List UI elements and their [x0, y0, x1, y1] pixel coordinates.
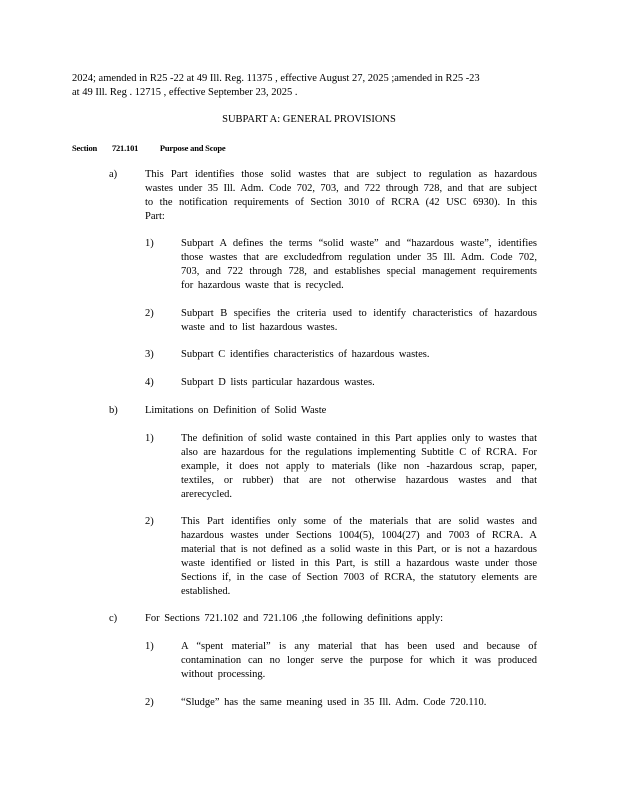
paragraph-b1-text: The definition of solid waste contained in this Part applies only to wastes that also are hazardous for the regulations implementing Subtitle C of RCRA. For example, it does not apply to materials (like non -hazardous scrap, paper, textiles, or rubber) that are not otherwise hazardous wastes and that arerecycled.: [181, 433, 537, 500]
paragraph-b1-marker: 1): [145, 433, 154, 444]
paragraph-c-text: For Sections 721.102 and 721.106 ,the following definitions apply:: [145, 613, 444, 624]
paragraph-a1-text: Subpart A defines the terms “solid waste” and “hazardous waste”, identifies those wastes that are excludedfrom regulation under 35 Ill. Adm. Code 702, 703, and 722 through 728, and establishes special management requirements for hazardous waste that is recycled.: [181, 238, 537, 291]
history-line-1: 2024; amended in R25 -22 at 49 Ill. Reg. 11375 , effective August 27, 2025 ;amended in R25 -23: [72, 73, 480, 84]
paragraph-a2-text: Subpart B specifies the criteria used to identify characteristics of hazardous waste and to list hazardous wastes.: [181, 308, 537, 333]
section-label: Section: [72, 143, 98, 153]
subpart-heading: SUBPART A: GENERAL PROVISIONS: [222, 114, 396, 125]
paragraph-b2-text: This Part identifies only some of the materials that are solid wastes and hazardous wastes under Sections 1004(5), 1004(27) and 7003 of RCRA. A material that is not defined as a solid waste in this Part, or is not a hazardous waste identified or listed in this Part, is still a hazardous waste under those Sections if, in the case of Section 7003 of RCRA, the statutory elements are established.: [181, 516, 537, 597]
paragraph-c2-marker: 2): [145, 697, 154, 708]
paragraph-a-marker: a): [109, 169, 118, 180]
paragraph-b-marker: b): [109, 405, 118, 416]
paragraph-c1-marker: 1): [145, 641, 154, 652]
paragraph-a2-marker: 2): [145, 308, 154, 319]
section-heading: [72, 141, 225, 155]
paragraph-a3-text: Subpart C identifies characteristics of hazardous wastes.: [181, 349, 430, 360]
paragraph-b-text: Limitations on Definition of Solid Waste: [145, 405, 327, 416]
history-line-2: at 49 Ill. Reg . 12715 , effective September 23, 2025 .: [72, 87, 298, 98]
paragraph-a4-text: Subpart D lists particular hazardous wastes.: [181, 377, 375, 388]
paragraph-c2-text: “Sludge” has the same meaning used in 35 Ill. Adm. Code 720.110.: [181, 697, 487, 708]
paragraph-b2-marker: 2): [145, 516, 154, 527]
paragraph-a-text: This Part identifies those solid wastes that are subject to regulation as hazardous wastes under 35 Ill. Adm. Code 702, 703, and 722 through 728, and that are subject to the notification requirements of Section 3010 of RCRA (42 USC 6930). In this Part:: [145, 169, 537, 222]
paragraph-a4-marker: 4): [145, 377, 154, 388]
paragraph-c-marker: c): [109, 613, 118, 624]
section-number: 721.101: [111, 143, 139, 153]
paragraph-c1-text: A “spent material” is any material that has been used and because of contamination can no longer serve the purpose for which it was produced without processing.: [181, 641, 537, 680]
paragraph-a3-marker: 3): [145, 349, 154, 360]
paragraph-a1-marker: 1): [145, 238, 154, 249]
section-title: Purpose and Scope: [159, 143, 226, 153]
